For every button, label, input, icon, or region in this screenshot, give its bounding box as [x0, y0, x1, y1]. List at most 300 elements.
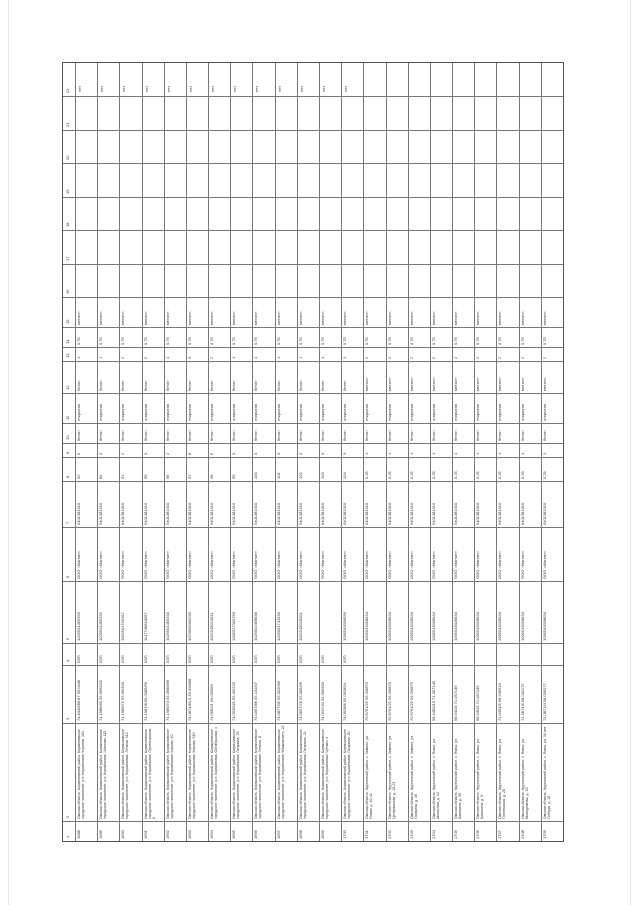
- cell-qty: 2: [120, 452, 126, 455]
- cell-mat: бетон: [541, 430, 547, 441]
- cell-n: 1705: [453, 830, 459, 839]
- column-divider: [63, 361, 563, 362]
- cell-cnt: 1: [164, 356, 170, 359]
- cell-type: открытая: [497, 404, 503, 421]
- cell-ogrn: 1095543034559: [342, 612, 348, 641]
- cell-type: открытая: [475, 404, 481, 421]
- cell-qty: 1: [408, 452, 414, 455]
- cell-addr: Омская область, Кормиловский район, Кормиловское городское поселение, р.п. Кормиловка, Чкалова, 115: [99, 729, 108, 819]
- row-divider: [186, 63, 187, 841]
- cell-qty: 3: [231, 452, 237, 455]
- cell-kind: металл: [76, 311, 81, 325]
- cell-n: 1690: [120, 830, 126, 839]
- row-divider: [430, 63, 431, 841]
- cell-mat: бетон: [98, 430, 104, 441]
- cell-inn: 5401381910: [142, 502, 148, 525]
- cell-extra: нет: [276, 86, 282, 93]
- cell-extra: нет: [254, 86, 260, 93]
- cell-code: КЗП: [320, 655, 325, 663]
- cell-n: 1700: [342, 830, 348, 839]
- cell-org: ООО «Магнит»: [475, 550, 481, 579]
- header-number: 7: [65, 521, 70, 524]
- cell-kind: металл: [541, 311, 547, 325]
- cell-qty: 6: [209, 452, 215, 455]
- cell-code: КЗП: [342, 655, 348, 663]
- cell-org: ООО «Магнит»: [320, 550, 325, 579]
- cell-code: КЗП: [231, 655, 237, 663]
- cell-code: КЗП: [209, 655, 215, 663]
- cell-ogrn: 1155543028201: [297, 612, 303, 641]
- cell-cnt: 1: [342, 356, 348, 359]
- cell-cnt: 1: [275, 356, 281, 359]
- cell-qty: 1: [475, 452, 481, 455]
- column-divider: [63, 230, 563, 231]
- cell-cnt: 2: [497, 356, 503, 359]
- cell-ogrn: 1025501455333: [164, 612, 170, 641]
- cell-cnt: 2: [120, 356, 126, 359]
- cell-addr: Омская область, Кормиловский район, Кормиловское городское поселение, р.п. Кормиловка, Корская, 101: [77, 729, 85, 819]
- cell-v: 0.25: [497, 471, 503, 479]
- cell-coord: 74.0367/86 55.101/07: [253, 682, 259, 721]
- cell-ogrn: 1095543028834: [408, 612, 414, 641]
- cell-base: бетон: [186, 380, 192, 391]
- header-number: 6: [65, 575, 70, 578]
- cell-coord: 70.6761/22 56.2/9875: [364, 682, 370, 721]
- cell-mat: бетон: [475, 430, 481, 441]
- cell-vol: 0.75: [386, 337, 392, 345]
- cell-inn: 5401381910: [386, 502, 392, 525]
- cell-cnt: 2: [142, 356, 148, 359]
- cell-type: открытая: [364, 404, 370, 421]
- header-number: 17: [65, 256, 70, 261]
- cell-mat: бетон: [120, 430, 126, 441]
- cell-org: ООО «Магнит»: [98, 550, 104, 579]
- cell-org: ООО «Магнит»: [76, 550, 81, 579]
- cell-type: открытая: [76, 404, 81, 421]
- cell-type: открытая: [164, 404, 170, 421]
- row-divider: [164, 63, 165, 841]
- cell-kind: металл: [142, 311, 148, 325]
- cell-coord: 74.8446/86.87 55.0446: [76, 679, 81, 721]
- column-divider: [63, 423, 563, 424]
- cell-base: металл: [386, 377, 392, 391]
- cell-vol: 0.75: [275, 337, 281, 345]
- cell-coord: 74.09360/1 55.0/0229: [231, 682, 237, 721]
- cell-vol: 0.75: [209, 337, 215, 345]
- cell-inn: 5401381910: [408, 502, 414, 525]
- row-divider: [541, 63, 542, 841]
- cell-cnt: 2: [386, 356, 392, 359]
- cell-type: открытая: [519, 404, 525, 421]
- cell-kind: металл: [120, 311, 126, 325]
- header-number: 22: [65, 88, 70, 94]
- cell-v: 0.25: [430, 471, 436, 479]
- cell-base: бетон: [98, 380, 104, 391]
- cell-ogrn: 1095543028834: [475, 612, 481, 641]
- cell-type: открытая: [98, 404, 104, 421]
- cell-n: 1698: [297, 830, 303, 839]
- cell-type: открытая: [320, 404, 325, 421]
- cell-base: металл: [475, 377, 481, 391]
- cell-mat: бетон: [253, 430, 259, 441]
- cell-ogrn: 1155543024531: [209, 612, 215, 641]
- cell-vol: 0.75: [364, 337, 370, 345]
- cell-qty: 2: [164, 452, 170, 455]
- cell-coord: 58.9459/15 71.057146: [430, 680, 436, 721]
- cell-coord: 71.0454/5 58.949519: [497, 683, 503, 721]
- cell-org: ООО «Магнит»: [297, 550, 303, 579]
- cell-cnt: 2: [430, 356, 436, 359]
- cell-base: металл: [364, 377, 370, 391]
- cell-kind: металл: [497, 311, 503, 325]
- column-divider: [63, 96, 563, 97]
- cell-kind: металл: [475, 311, 481, 325]
- cell-vol: 0.75: [497, 337, 503, 345]
- cell-v: 0.25: [408, 471, 414, 479]
- cell-mat: бетон: [453, 430, 459, 441]
- cell-extra: нет: [321, 86, 326, 93]
- cell-qty: 1: [541, 452, 547, 455]
- cell-org: ООО «Магнит»: [430, 550, 436, 579]
- cell-org: ООО «Магнит»: [231, 550, 237, 579]
- cell-type: открытая: [186, 404, 192, 421]
- cell-code: КЗП: [275, 655, 281, 663]
- cell-n: 1694: [209, 830, 215, 839]
- cell-inn: 5401381910: [519, 502, 525, 525]
- cell-addr: Омская область, Кормиловский район, Кормиловское городское поселение, р.п. Кормиловка, Октябрьская, 4: [210, 727, 219, 819]
- cell-n: 1697: [275, 830, 281, 839]
- cell-code: КЗП: [98, 655, 104, 663]
- cell-qty: 3: [142, 452, 148, 455]
- cell-n: 1703: [408, 830, 414, 839]
- cell-cnt: 3: [186, 356, 192, 359]
- cell-mat: бетон: [231, 430, 237, 441]
- cell-n: 1695: [231, 830, 237, 839]
- cell-coord: 71.0871/4 58.039277: [541, 683, 547, 721]
- cell-n: 1704: [430, 830, 436, 839]
- cell-kind: металл: [186, 311, 192, 325]
- cell-n: 1701: [364, 830, 370, 839]
- cell-n: 1706: [475, 830, 481, 839]
- cell-base: металл: [453, 377, 459, 391]
- cell-n: 1708: [519, 830, 525, 839]
- cell-mat: бетон: [364, 430, 370, 441]
- cell-vol: 0.75: [98, 337, 104, 345]
- row-divider: [408, 63, 409, 841]
- row-divider: [386, 63, 387, 841]
- cell-mat: бетон: [76, 430, 81, 441]
- cell-qty: 3: [275, 452, 281, 455]
- cell-type: открытая: [120, 404, 126, 421]
- cell-ogrn: 1095543028834: [453, 612, 459, 641]
- cell-n: 1709: [541, 830, 547, 839]
- header-number: 5: [65, 637, 70, 640]
- cell-n: 1688: [76, 830, 81, 839]
- cell-addr: Омская область, Кормиловский район, Кормиловское городское поселение, р.п. Кормиловка, Гагарина, 29: [232, 729, 241, 819]
- row-divider: [208, 63, 209, 841]
- cell-addr: Омская область, Кормиловский район, Кормиловское городское поселение, р.п. Кормиловка, Цеткин, 1: [321, 729, 329, 819]
- cell-org: ООО «Магнит»: [519, 550, 525, 579]
- column-divider: [63, 665, 563, 666]
- cell-inn: 5401381910: [164, 502, 170, 525]
- cell-vol: 0.75: [519, 337, 525, 345]
- cell-n: 1699: [320, 830, 325, 839]
- cell-org: ООО «Магнит»: [186, 550, 192, 579]
- cell-coord: 58.94/15 71.057146: [475, 685, 481, 721]
- cell-v: 92: [76, 474, 81, 479]
- cell-qty: 1: [497, 452, 503, 455]
- cell-type: открытая: [253, 404, 259, 421]
- cell-v: 0.25: [475, 471, 481, 479]
- cell-addr: Омская область, Крутинский район, с. Ямсы, ул. Калинина, д. 9: [476, 738, 485, 819]
- cell-base: металл: [519, 377, 525, 391]
- cell-base: металл: [497, 377, 503, 391]
- cell-coord: 74.1986/74 55.0988/96: [164, 679, 170, 721]
- header-number: 20: [65, 155, 70, 161]
- row-divider: [519, 63, 520, 841]
- cell-extra: нет: [298, 86, 304, 93]
- cell-org: ООО «Магнит»: [120, 550, 126, 579]
- cell-vol: 0.75: [253, 337, 259, 345]
- column-divider: [63, 264, 563, 265]
- column-divider: [63, 297, 563, 298]
- cell-qty: 1: [364, 452, 370, 455]
- cell-extra: нет: [99, 86, 105, 93]
- cell-coord: 74.0928/6 55.092854: [342, 683, 348, 721]
- cell-extra: нет: [143, 86, 149, 93]
- cell-org: ООО «Магнит»: [386, 550, 392, 579]
- column-divider: [63, 347, 563, 348]
- cell-v: 104: [342, 472, 348, 479]
- cell-coord: 71.3874/6 58.041172: [519, 683, 525, 721]
- cell-qty: 3: [320, 452, 325, 455]
- column-divider: [63, 481, 563, 482]
- cell-cnt: 2: [364, 356, 370, 359]
- header-number: 19: [65, 189, 70, 194]
- row-divider: [319, 63, 320, 841]
- cell-type: открытая: [453, 404, 459, 421]
- cell-type: открытая: [275, 404, 281, 421]
- cell-vol: 0.75: [453, 337, 459, 345]
- header-number: 2: [65, 815, 70, 818]
- cell-inn: 5401381910: [297, 502, 303, 525]
- cell-kind: металл: [342, 311, 348, 325]
- cell-n: 1707: [497, 830, 503, 839]
- cell-cnt: 1: [253, 356, 259, 359]
- cell-vol: 0.75: [430, 337, 436, 345]
- cell-v: 99: [231, 474, 237, 479]
- cell-v: 95: [142, 474, 148, 479]
- column-divider: [63, 327, 563, 328]
- cell-mat: бетон: [320, 430, 325, 441]
- cell-v: 98: [209, 474, 215, 479]
- cell-kind: металл: [297, 311, 303, 325]
- cell-addr: Омская область, Крутинский район, с. Зимино, ул. Гагарина, д. 16: [409, 734, 418, 819]
- cell-type: открытая: [142, 404, 148, 421]
- cell-addr: Омская область, Кормиловский район, Кормиловское городское поселение, р.п. Кормиловка, Маяковского, 23: [276, 725, 285, 819]
- cell-qty: 3: [253, 452, 259, 455]
- cell-mat: бетон: [408, 430, 414, 441]
- cell-code: КЗП: [76, 655, 81, 663]
- cell-base: бетон: [142, 380, 148, 391]
- cell-coord: 74.1988/60 55.0966/15: [98, 679, 104, 721]
- cell-ogrn: 1075505000235: [186, 612, 192, 641]
- cell-inn: 5401381910: [430, 502, 436, 525]
- cell-v: 100: [253, 472, 259, 479]
- cell-ogrn: 1095543028834: [386, 612, 392, 641]
- cell-ogrn: 1025501741530: [275, 612, 281, 641]
- cell-inn: 5401381910: [497, 502, 503, 525]
- cell-kind: металл: [98, 311, 104, 325]
- cell-org: ООО «Магнит»: [209, 550, 215, 579]
- cell-v: 102: [297, 472, 303, 479]
- cell-kind: металл: [231, 311, 237, 325]
- cell-coord: 70.6761/22 56.2/9875: [408, 682, 414, 721]
- cell-addr: Омская область, Кормиловский район, Кормиловское городское поселение, р.п. Кормиловка, Пролетарская, 6: [143, 727, 156, 819]
- cell-vol: 0.75: [541, 337, 547, 345]
- cell-qty: 1: [453, 452, 459, 455]
- cell-qty: 5: [76, 452, 81, 455]
- cell-qty: 1: [430, 452, 436, 455]
- column-divider: [63, 130, 563, 131]
- cell-n: 1696: [253, 830, 259, 839]
- cell-cnt: 1: [76, 356, 81, 359]
- cell-cnt: 2: [475, 356, 481, 359]
- cell-org: ООО «Магнит»: [541, 550, 547, 579]
- cell-v: 91: [120, 474, 126, 479]
- cell-type: открытая: [430, 404, 436, 421]
- cell-code: КЗП: [120, 655, 126, 663]
- cell-mat: бетон: [342, 430, 348, 441]
- column-divider: [63, 197, 563, 198]
- cell-vol: 0.75: [164, 337, 170, 345]
- cell-addr: Омская область, Крутинский район, с. Ямсы, ул. Школьная, д. 12: [431, 738, 440, 819]
- cell-coord: 58.94/15 71.057146: [453, 685, 459, 721]
- cell-inn: 5401381910: [541, 502, 547, 525]
- cell-cnt: 1: [297, 356, 303, 359]
- cell-n: 1689: [98, 830, 104, 839]
- cell-mat: бетон: [386, 430, 392, 441]
- cell-v: 97: [186, 474, 192, 479]
- cell-v: 0.25: [386, 471, 392, 479]
- cell-cnt: 2: [453, 356, 459, 359]
- cell-cnt: 2: [541, 356, 547, 359]
- cell-vol: 0.75: [142, 337, 148, 345]
- scan-edge-left: [8, 0, 9, 905]
- cell-qty: 8: [186, 452, 192, 455]
- cell-addr: Омская область, Кормиловский район, Кормиловское городское поселение, р.п. Кормиловка, Кирова, 51б: [187, 729, 196, 819]
- cell-n: 1702: [386, 830, 392, 839]
- cell-inn: 5401381910: [76, 502, 81, 525]
- cell-inn: 5401381910: [453, 502, 459, 525]
- cell-addr: Омская область, Кормиловский район, Кормиловское городское поселение, р.п. Кормиловка, Ленина, 8: [254, 729, 263, 819]
- cell-org: ООО «Магнит»: [253, 550, 259, 579]
- header-number: 9: [65, 451, 70, 454]
- cell-inn: 5401381910: [364, 502, 370, 525]
- cell-addr: Омская область, Крутинский район, с. Ямсы, ул. Молодежная, д. 15: [520, 738, 529, 819]
- cell-vol: 0.75: [475, 337, 481, 345]
- cell-org: ООО «Магнит»: [408, 550, 414, 579]
- column-divider: [63, 527, 563, 528]
- cell-vol: 0.75: [76, 337, 81, 345]
- cell-vol: 0.75: [231, 337, 237, 345]
- cell-coord: 74.0877/05 55.052096: [275, 680, 281, 721]
- cell-type: открытая: [231, 404, 237, 421]
- cell-v: 103: [320, 472, 325, 479]
- cell-vol: 0.75: [320, 337, 325, 345]
- cell-ogrn: 1025502456840: [253, 612, 259, 641]
- cell-ogrn: 1095527000750: [231, 612, 237, 641]
- cell-coord: 74.1987/8 55.0985/56: [142, 682, 148, 721]
- cell-extra: нет: [210, 86, 216, 93]
- cell-extra: нет: [165, 86, 171, 93]
- cell-org: ООО «Магнит»: [275, 550, 281, 579]
- cell-ogrn: 1025501455333: [98, 612, 104, 641]
- cell-ogrn: 1147746618597: [142, 612, 148, 641]
- cell-coord: 74.0582/1 55.09/384: [209, 684, 215, 721]
- cell-base: металл: [541, 377, 547, 391]
- cell-kind: металл: [320, 311, 325, 325]
- header-number: 4: [65, 659, 70, 662]
- cell-v: 96: [164, 474, 170, 479]
- cell-code: КЗП: [297, 655, 303, 663]
- column-divider: [63, 163, 563, 164]
- cell-vol: 0.75: [297, 337, 303, 345]
- cell-n: 1692: [164, 830, 170, 839]
- cell-coord: 70.6761/22 56.2/9875: [386, 682, 392, 721]
- cell-n: 1691: [142, 830, 148, 839]
- cell-mat: бетон: [275, 430, 281, 441]
- row-divider: [275, 63, 276, 841]
- cell-code: КЗП: [186, 655, 192, 663]
- cell-base: бетон: [164, 380, 170, 391]
- cell-addr: Омская область, Крутинский район, с. Ямсы, ул. 30 лет Победы, д. 16: [542, 726, 551, 819]
- header-number: 1: [65, 835, 70, 838]
- cell-cnt: 2: [209, 356, 215, 359]
- cell-qty: 1: [519, 452, 525, 455]
- cell-base: бетон: [231, 380, 237, 391]
- cell-addr: Омская область, Кормиловский район, Кормиловское городское поселение, р.п. Кормиловка, Ленина, 112: [121, 729, 130, 819]
- cell-mat: бетон: [209, 430, 215, 441]
- cell-org: ООО «Магнит»: [497, 550, 503, 579]
- cell-ogrn: 1095543028834: [519, 612, 525, 641]
- cell-mat: бетон: [297, 430, 303, 441]
- cell-base: металл: [408, 377, 414, 391]
- cell-type: открытая: [386, 404, 392, 421]
- cell-vol: 0.75: [186, 337, 192, 345]
- cell-inn: 5401381910: [98, 502, 104, 525]
- cell-addr: Омская область, Крутинский район, с. Ямсы, ул. Калинина, д. 35: [454, 738, 463, 819]
- column-divider: [63, 443, 563, 444]
- cell-type: открытая: [541, 404, 547, 421]
- cell-org: ООО «Магнит»: [364, 550, 370, 579]
- cell-v: 89: [98, 474, 104, 479]
- cell-base: бетон: [253, 380, 259, 391]
- cell-ogrn: 1095543028834: [430, 612, 436, 641]
- cell-base: бетон: [76, 380, 81, 391]
- cell-inn: 5401381910: [120, 502, 126, 525]
- cell-base: бетон: [320, 380, 325, 391]
- cell-kind: металл: [453, 311, 459, 325]
- cell-code: КЗП: [164, 655, 170, 663]
- cell-code: КЗП: [142, 655, 148, 663]
- cell-ogrn: 1095543028834: [364, 612, 370, 641]
- cell-addr: Омская область, Крутинский район, с. Ямсы, ул. Пионерская, д. 28: [498, 738, 507, 819]
- cell-base: бетон: [275, 380, 281, 391]
- cell-base: бетон: [209, 380, 215, 391]
- cell-v: 0.25: [364, 471, 370, 479]
- cell-org: ООО «Магнит»: [142, 550, 148, 579]
